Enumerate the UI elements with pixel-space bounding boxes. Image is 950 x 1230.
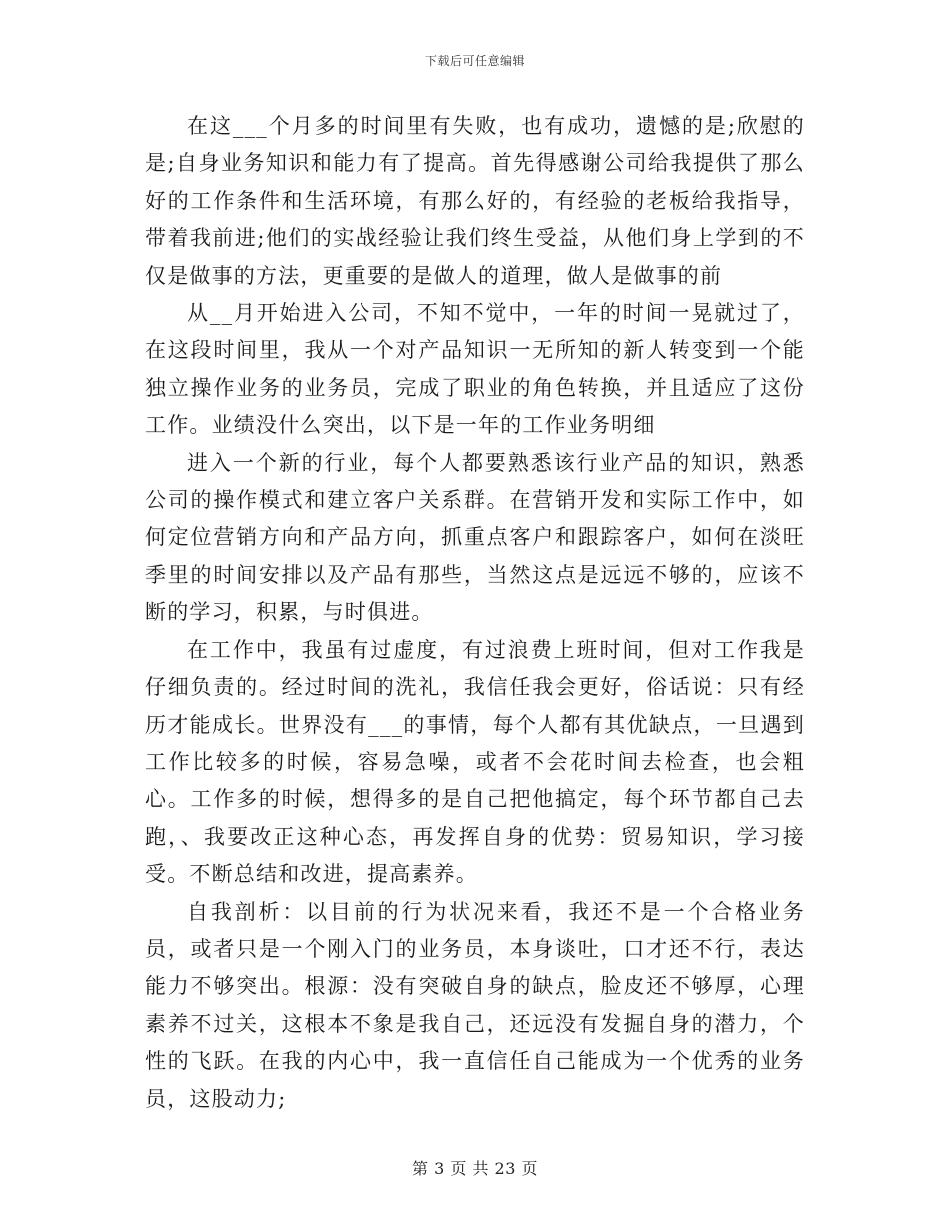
paragraph-4: 在工作中，我虽有过虚度，有过浪费上班时间，但对工作我是仔细负责的。经过时间的洗礼，我信任我会更好，俗话说：只有经历才能成长。世界没有___的事情，每个人都有其优缺点，一旦遇到工作比较多的时候，容易急噪，或者不会花时间去检查，也会粗心。工作多的时候，想得多的是自己把他搞定，每个环节都自己去跑，、我要改正这种心态，再发挥自身的优势：贸易知识，学习接受。不断总结和改进，提高素养。 [145,637,805,887]
page-header: 下载后可任意编辑 [424,54,525,68]
paragraph-3: 进入一个新的行业，每个人都要熟悉该行业产品的知识，熟悉公司的操作模式和建立客户关系群。在营销开发和实际工作中，如何定位营销方向和产品方向，抓重点客户和跟踪客户，如何在淡旺季里的时间安排以及产品有那些，当然这点是远远不够的，应该不断的学习，积累，与时俱进。 [145,450,805,625]
paragraph-2: 从__月开始进入公司，不知不觉中，一年的时间一晃就过了，在这段时间里，我从一个对产品知识一无所知的新人转变到一个能独立操作业务的业务员，完成了职业的角色转换，并且适应了这份工作。业绩没什么突出，以下是一年的工作业务明细 [145,301,805,438]
paragraph-1: 在这___个月多的时间里有失败，也有成功，遗憾的是;欣慰的是;自身业务知识和能力有了提高。首先得感谢公司给我提供了那么好的工作条件和生活环境，有那么好的，有经验的老板给我指导，带着我前进;他们的实战经验让我们终生受益，从他们身上学到的不仅是做事的方法，更重要的是做人的道理，做人是做事的前 [145,114,805,288]
page-footer: 第 3 页 共 23 页 [412,1159,538,1178]
document-body [145,108,805,1118]
paragraph-5: 自我剖析：以目前的行为状况来看，我还不是一个合格业务员，或者只是一个刚入门的业务员，本身谈吐，口才还不行，表达能力不够突出。根源：没有突破自身的缺点，脸皮还不够厚，心理素养不过关，这根本不象是我自己，还远没有发掘自身的潜力，个性的飞跃。在我的内心中，我一直信任自己能成为一个优秀的业务员，这股动力; [145,899,805,1111]
